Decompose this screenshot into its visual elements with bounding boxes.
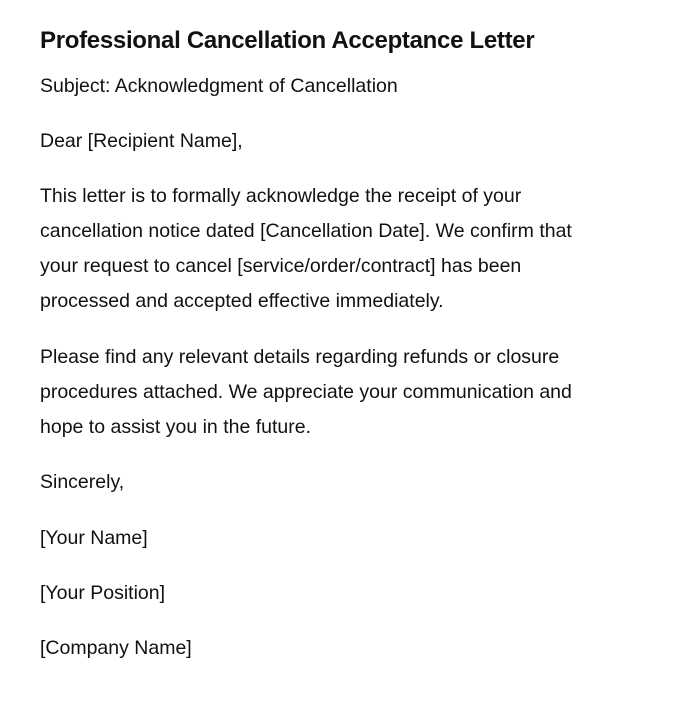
body-paragraph-1	[40, 179, 572, 319]
paragraph-line: Please find any relevant details regarding refunds or closure	[40, 346, 560, 368]
letter-closing: Sincerely,	[40, 471, 125, 493]
paragraph-line: cancellation notice dated [Cancellation Date]. We confirm that	[40, 220, 572, 242]
letter-subject: Subject: Acknowledgment of Cancellation	[40, 75, 398, 97]
paragraph-line: processed and accepted effective immediately.	[40, 290, 444, 312]
paragraph-line: This letter is to formally acknowledge the receipt of your	[40, 185, 522, 207]
letter-title: Professional Cancellation Acceptance Letter	[40, 27, 535, 54]
paragraph-line: your request to cancel [service/order/contract] has been	[40, 255, 522, 277]
signature-name: [Your Name]	[40, 527, 148, 549]
letter-salutation: Dear [Recipient Name],	[40, 130, 243, 152]
paragraph-line: procedures attached. We appreciate your communication and	[40, 381, 572, 403]
signature-company: [Company Name]	[40, 637, 192, 659]
body-paragraph-2	[40, 340, 572, 445]
paragraph-line: hope to assist you in the future.	[40, 416, 312, 438]
signature-position: [Your Position]	[40, 582, 166, 604]
